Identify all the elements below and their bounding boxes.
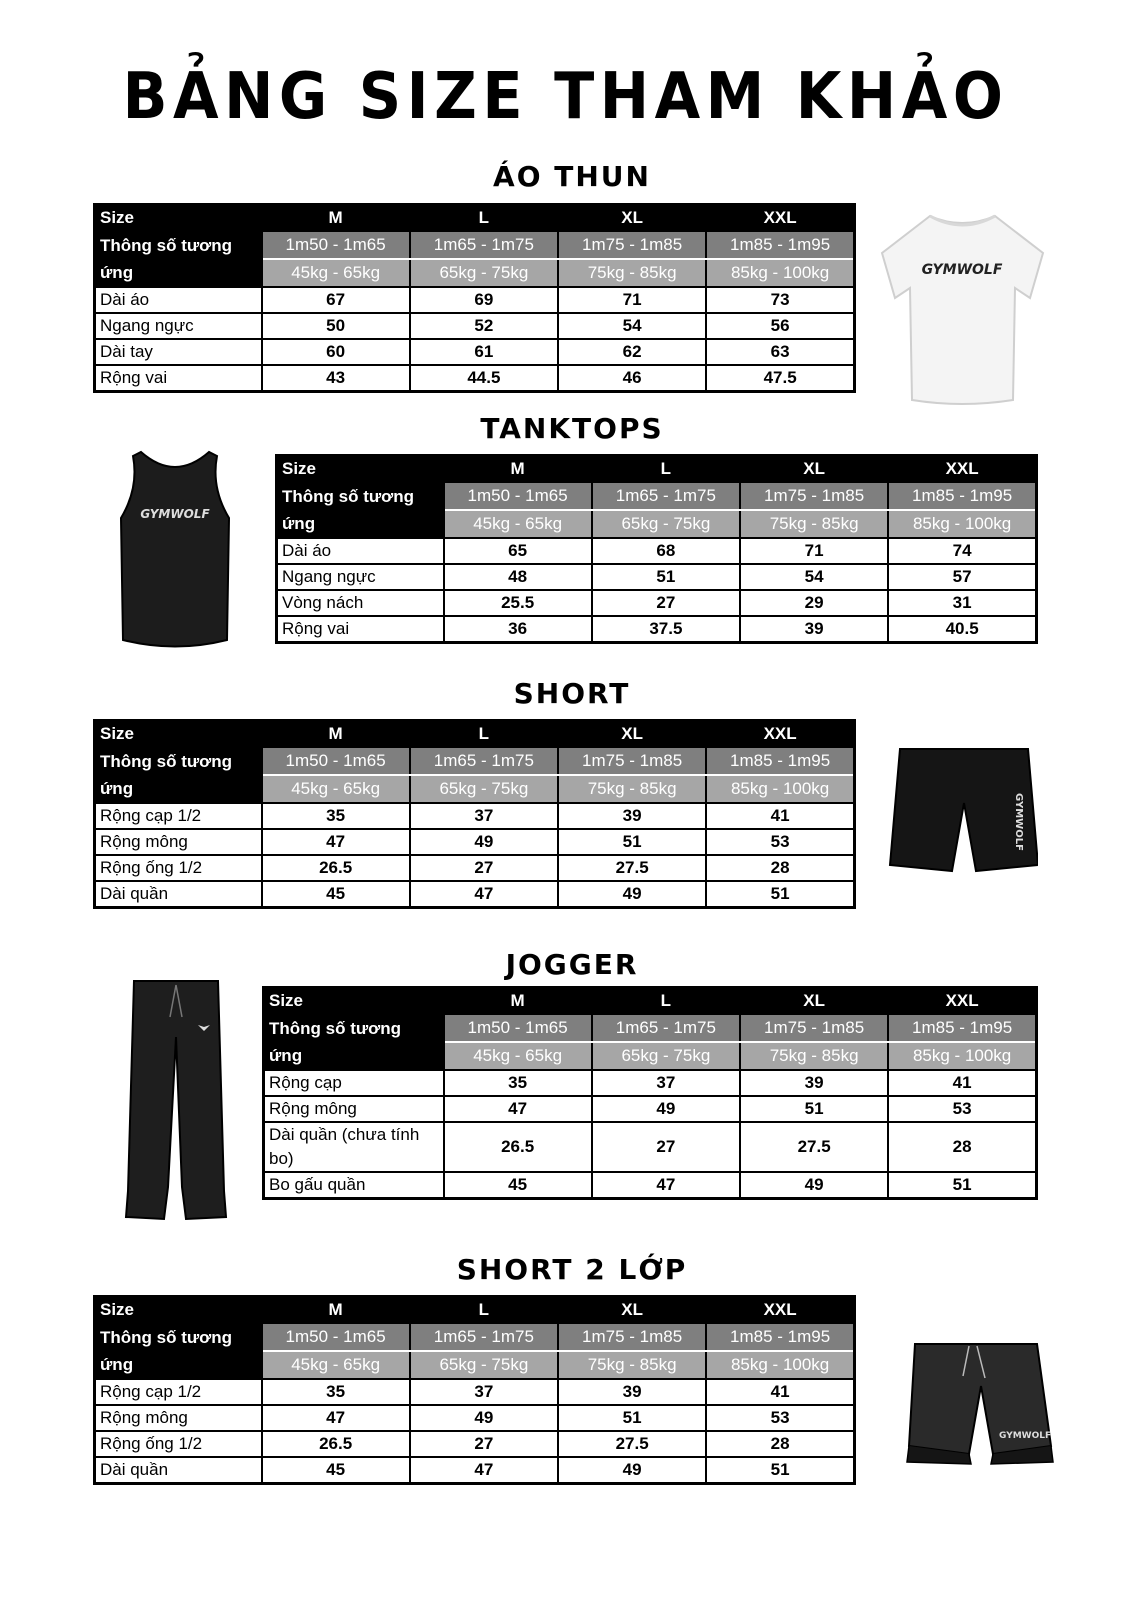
height-range: 1m50 - 1m65 — [262, 231, 410, 259]
cell-value: 49 — [410, 1405, 558, 1431]
section-title-ao-thun: ÁO THUN — [493, 160, 651, 193]
table-row — [277, 616, 1037, 643]
table-row — [95, 803, 855, 829]
table-row — [277, 590, 1037, 616]
cell-value: 53 — [706, 1405, 854, 1431]
height-range: 1m85 - 1m95 — [706, 1323, 854, 1351]
cell-value: 37 — [410, 1379, 558, 1405]
weight-range: 85kg - 100kg — [706, 259, 854, 287]
cell-value: 35 — [262, 803, 410, 829]
weight-range: 65kg - 75kg — [410, 259, 558, 287]
cell-value: 53 — [888, 1096, 1036, 1122]
spec-label: Thông số tương ứng — [95, 1323, 262, 1379]
table-row — [95, 1457, 855, 1484]
cell-value: 52 — [410, 313, 558, 339]
table-row — [95, 829, 855, 855]
cell-value: 49 — [740, 1172, 888, 1199]
table-header-row — [95, 721, 855, 748]
weight-range: 75kg - 85kg — [558, 1351, 706, 1379]
cell-value: 45 — [444, 1172, 592, 1199]
cell-value: 71 — [740, 538, 888, 564]
weight-range: 65kg - 75kg — [592, 1042, 740, 1070]
height-range: 1m50 - 1m65 — [444, 482, 592, 510]
section-title-short: SHORT — [513, 677, 631, 710]
weight-range: 85kg - 100kg — [888, 1042, 1036, 1070]
row-label: Rộng mông — [95, 829, 262, 855]
table-row — [95, 339, 855, 365]
cell-value: 39 — [558, 803, 706, 829]
row-label: Rộng vai — [277, 616, 444, 643]
short-image — [888, 745, 1038, 880]
column-header-size: Size — [95, 721, 262, 748]
cell-value: 51 — [706, 1457, 854, 1484]
height-range: 1m65 - 1m75 — [410, 231, 558, 259]
table-row — [95, 881, 855, 908]
cell-value: 27 — [592, 1122, 740, 1172]
table-row — [264, 1172, 1037, 1199]
weight-range: 85kg - 100kg — [706, 1351, 854, 1379]
cell-value: 45 — [262, 881, 410, 908]
cell-value: 69 — [410, 287, 558, 313]
column-header-m: M — [444, 988, 592, 1015]
row-label: Rộng cạp 1/2 — [95, 1379, 262, 1405]
cell-value: 39 — [740, 616, 888, 643]
cell-value: 45 — [262, 1457, 410, 1484]
brand-logo-short: GYMWOLF — [1013, 793, 1024, 851]
height-range: 1m50 - 1m65 — [444, 1014, 592, 1042]
cell-value: 51 — [888, 1172, 1036, 1199]
cell-value: 61 — [410, 339, 558, 365]
cell-value: 47 — [410, 881, 558, 908]
cell-value: 54 — [740, 564, 888, 590]
cell-value: 48 — [444, 564, 592, 590]
cell-value: 46 — [558, 365, 706, 392]
cell-value: 49 — [558, 1457, 706, 1484]
spec-label: Thông số tương ứng — [95, 747, 262, 803]
height-row — [264, 1014, 1037, 1042]
short-2-lop-image — [905, 1338, 1055, 1473]
cell-value: 47 — [410, 1457, 558, 1484]
cell-value: 37.5 — [592, 616, 740, 643]
row-label: Rộng mông — [264, 1096, 444, 1122]
weight-range: 85kg - 100kg — [706, 775, 854, 803]
cell-value: 26.5 — [262, 855, 410, 881]
height-row — [95, 1323, 855, 1351]
cell-value: 41 — [706, 803, 854, 829]
row-label: Dài quần (chưa tính bo) — [264, 1122, 444, 1172]
height-range: 1m65 - 1m75 — [592, 1014, 740, 1042]
cell-value: 49 — [410, 829, 558, 855]
height-range: 1m85 - 1m95 — [888, 482, 1036, 510]
table-row — [95, 1379, 855, 1405]
cell-value: 29 — [740, 590, 888, 616]
height-range: 1m85 - 1m95 — [706, 747, 854, 775]
row-label: Dài áo — [95, 287, 262, 313]
table-row — [95, 313, 855, 339]
section-title-tanktops: TANKTOPS — [480, 412, 664, 445]
cell-value: 60 — [262, 339, 410, 365]
weight-range: 75kg - 85kg — [558, 775, 706, 803]
spec-label: Thông số tương ứng — [277, 482, 444, 538]
cell-value: 35 — [444, 1070, 592, 1096]
size-table-short-2-lop — [93, 1295, 856, 1485]
row-label: Dài quần — [95, 881, 262, 908]
height-range: 1m85 - 1m95 — [888, 1014, 1036, 1042]
cell-value: 28 — [888, 1122, 1036, 1172]
cell-value: 53 — [706, 829, 854, 855]
cell-value: 39 — [558, 1379, 706, 1405]
weight-range: 75kg - 85kg — [740, 1042, 888, 1070]
section-title-jogger: JOGGER — [505, 948, 639, 981]
row-label: Ngang ngực — [277, 564, 444, 590]
table-row — [264, 1070, 1037, 1096]
column-header-xl: XL — [558, 205, 706, 232]
weight-range: 45kg - 65kg — [444, 1042, 592, 1070]
table-row — [95, 287, 855, 313]
height-range: 1m65 - 1m75 — [410, 1323, 558, 1351]
weight-range: 75kg - 85kg — [740, 510, 888, 538]
cell-value: 67 — [262, 287, 410, 313]
cell-value: 47 — [262, 1405, 410, 1431]
brand-logo-tshirt: GYMWOLF — [921, 262, 1003, 278]
weight-range: 45kg - 65kg — [444, 510, 592, 538]
table-row — [95, 1431, 855, 1457]
row-label: Rộng vai — [95, 365, 262, 392]
weight-range: 45kg - 65kg — [262, 1351, 410, 1379]
tshirt-image — [875, 208, 1050, 413]
column-header-l: L — [592, 988, 740, 1015]
cell-value: 27.5 — [558, 855, 706, 881]
column-header-size: Size — [277, 456, 444, 483]
section-title-short-2-lop: SHORT 2 LỚP — [456, 1253, 688, 1286]
cell-value: 51 — [592, 564, 740, 590]
weight-range: 85kg - 100kg — [888, 510, 1036, 538]
column-header-size: Size — [95, 205, 262, 232]
cell-value: 43 — [262, 365, 410, 392]
brand-logo-short-2-lop: GYMWOLF — [999, 1431, 1052, 1441]
weight-range: 65kg - 75kg — [410, 1351, 558, 1379]
spec-label: Thông số tương ứng — [264, 1014, 444, 1070]
weight-range: 45kg - 65kg — [262, 775, 410, 803]
size-table-tanktops — [275, 454, 1038, 644]
cell-value: 31 — [888, 590, 1036, 616]
column-header-l: L — [410, 721, 558, 748]
jogger-image — [120, 977, 230, 1227]
table-row — [277, 564, 1037, 590]
cell-value: 50 — [262, 313, 410, 339]
size-table-ao-thun — [93, 203, 856, 393]
table-row — [264, 1122, 1037, 1172]
cell-value: 27.5 — [740, 1122, 888, 1172]
column-header-m: M — [262, 205, 410, 232]
cell-value: 26.5 — [444, 1122, 592, 1172]
cell-value: 27 — [410, 1431, 558, 1457]
cell-value: 62 — [558, 339, 706, 365]
row-label: Dài áo — [277, 538, 444, 564]
weight-range: 65kg - 75kg — [592, 510, 740, 538]
height-range: 1m75 - 1m85 — [558, 1323, 706, 1351]
cell-value: 49 — [558, 881, 706, 908]
column-header-xxl: XXL — [706, 205, 854, 232]
cell-value: 47 — [592, 1172, 740, 1199]
cell-value: 49 — [592, 1096, 740, 1122]
table-header-row — [95, 1297, 855, 1324]
table-header-row — [95, 205, 855, 232]
column-header-l: L — [410, 205, 558, 232]
row-label: Rộng mông — [95, 1405, 262, 1431]
column-header-l: L — [410, 1297, 558, 1324]
height-range: 1m75 - 1m85 — [740, 1014, 888, 1042]
cell-value: 39 — [740, 1070, 888, 1096]
weight-range: 45kg - 65kg — [262, 259, 410, 287]
table-row — [264, 1096, 1037, 1122]
cell-value: 54 — [558, 313, 706, 339]
weight-range: 75kg - 85kg — [558, 259, 706, 287]
column-header-m: M — [444, 456, 592, 483]
weight-range: 65kg - 75kg — [410, 775, 558, 803]
row-label: Ngang ngực — [95, 313, 262, 339]
column-header-xl: XL — [558, 721, 706, 748]
column-header-xl: XL — [740, 988, 888, 1015]
row-label: Rộng ống 1/2 — [95, 1431, 262, 1457]
height-range: 1m75 - 1m85 — [740, 482, 888, 510]
height-range: 1m65 - 1m75 — [410, 747, 558, 775]
height-range: 1m50 - 1m65 — [262, 1323, 410, 1351]
cell-value: 47 — [262, 829, 410, 855]
cell-value: 63 — [706, 339, 854, 365]
cell-value: 68 — [592, 538, 740, 564]
row-label: Rộng cạp 1/2 — [95, 803, 262, 829]
row-label: Rộng cạp — [264, 1070, 444, 1096]
column-header-xl: XL — [558, 1297, 706, 1324]
cell-value: 40.5 — [888, 616, 1036, 643]
cell-value: 56 — [706, 313, 854, 339]
height-range: 1m65 - 1m75 — [592, 482, 740, 510]
height-row — [95, 747, 855, 775]
cell-value: 51 — [706, 881, 854, 908]
height-row — [277, 482, 1037, 510]
height-range: 1m50 - 1m65 — [262, 747, 410, 775]
column-header-xxl: XXL — [888, 988, 1036, 1015]
table-row — [95, 1405, 855, 1431]
cell-value: 51 — [558, 1405, 706, 1431]
size-table-short — [93, 719, 856, 909]
cell-value: 27.5 — [558, 1431, 706, 1457]
column-header-m: M — [262, 1297, 410, 1324]
cell-value: 71 — [558, 287, 706, 313]
cell-value: 65 — [444, 538, 592, 564]
column-header-size: Size — [95, 1297, 262, 1324]
height-range: 1m75 - 1m85 — [558, 231, 706, 259]
cell-value: 73 — [706, 287, 854, 313]
row-label: Bo gấu quần — [264, 1172, 444, 1199]
cell-value: 25.5 — [444, 590, 592, 616]
row-label: Dài quần — [95, 1457, 262, 1484]
row-label: Rộng ống 1/2 — [95, 855, 262, 881]
cell-value: 27 — [592, 590, 740, 616]
height-range: 1m85 - 1m95 — [706, 231, 854, 259]
column-header-xxl: XXL — [706, 721, 854, 748]
cell-value: 35 — [262, 1379, 410, 1405]
page-title: BẢNG SIZE THAM KHẢO — [122, 60, 1009, 134]
cell-value: 51 — [740, 1096, 888, 1122]
row-label: Dài tay — [95, 339, 262, 365]
column-header-xxl: XXL — [888, 456, 1036, 483]
cell-value: 27 — [410, 855, 558, 881]
column-header-xxl: XXL — [706, 1297, 854, 1324]
table-header-row — [264, 988, 1037, 1015]
cell-value: 47 — [444, 1096, 592, 1122]
column-header-xl: XL — [740, 456, 888, 483]
table-row — [95, 365, 855, 392]
cell-value: 37 — [410, 803, 558, 829]
height-row — [95, 231, 855, 259]
table-row — [95, 855, 855, 881]
size-table-jogger — [262, 986, 1038, 1200]
cell-value: 57 — [888, 564, 1036, 590]
cell-value: 41 — [706, 1379, 854, 1405]
cell-value: 74 — [888, 538, 1036, 564]
column-header-l: L — [592, 456, 740, 483]
tanktop-image — [113, 448, 238, 658]
cell-value: 44.5 — [410, 365, 558, 392]
cell-value: 51 — [558, 829, 706, 855]
cell-value: 28 — [706, 1431, 854, 1457]
height-range: 1m75 - 1m85 — [558, 747, 706, 775]
brand-logo-tanktop: GYMWOLF — [140, 507, 210, 521]
cell-value: 36 — [444, 616, 592, 643]
spec-label: Thông số tương ứng — [95, 231, 262, 287]
column-header-size: Size — [264, 988, 444, 1015]
cell-value: 41 — [888, 1070, 1036, 1096]
cell-value: 26.5 — [262, 1431, 410, 1457]
cell-value: 37 — [592, 1070, 740, 1096]
cell-value: 28 — [706, 855, 854, 881]
table-header-row — [277, 456, 1037, 483]
column-header-m: M — [262, 721, 410, 748]
row-label: Vòng nách — [277, 590, 444, 616]
cell-value: 47.5 — [706, 365, 854, 392]
table-row — [277, 538, 1037, 564]
